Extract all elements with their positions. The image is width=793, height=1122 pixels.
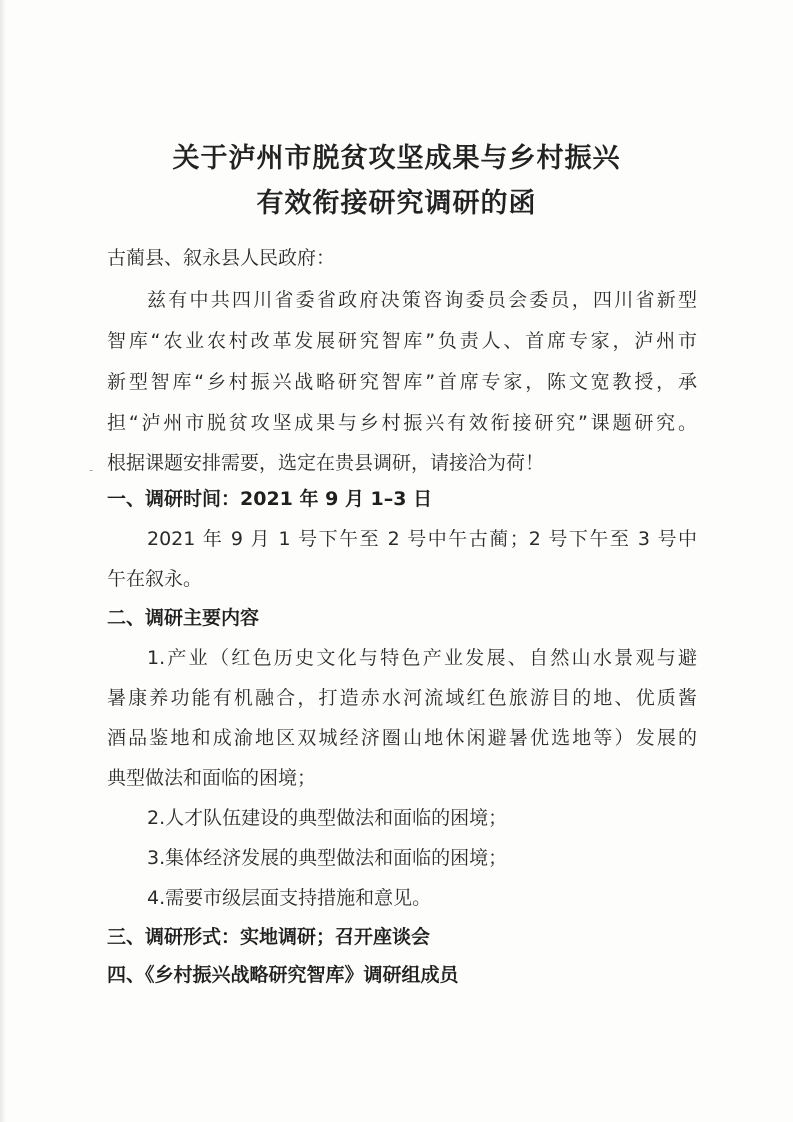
intro-line-3: 新型智库“乡村振兴战略研究智库”首席专家，陈文宽教授，承 (107, 371, 697, 393)
scan-mark: - (89, 463, 94, 477)
section1-heading: 一、调研时间：2021 年 9 月 1–3 日 (107, 488, 433, 510)
section4-heading: 四、《乡村振兴战略研究智库》调研组成员 (107, 964, 459, 986)
section1-body-line-1: 2021 年 9 月 1 号下午至 2 号中午古蔺；2 号下午至 3 号中 (147, 528, 697, 550)
section2-heading: 二、调研主要内容 (107, 607, 260, 629)
section2-item1-line-4: 典型做法和面临的困境； (107, 767, 317, 789)
section2-item4: 4.需要市级层面支持措施和意见。 (147, 887, 432, 909)
section2-item2: 2.人才队伍建设的典型做法和面临的困境； (147, 807, 508, 829)
section3-heading: 三、调研形式：实地调研；召开座谈会 (107, 926, 431, 948)
intro-line-2: 智库“农业农村改革发展研究智库”负责人、首席专家，泸州市 (107, 330, 697, 352)
intro-line-5: 根据课题安排需要，选定在贵县调研，请接洽为荷！ (107, 452, 545, 474)
section2-item1-line-3: 酒品鉴地和成渝地区双城经济圈山地休闲避暑优选地等）发展的 (107, 727, 697, 749)
intro-line-4: 担“泸州市脱贫攻坚成果与乡村振兴有效衔接研究”课题研究。 (107, 412, 697, 434)
document-title-line2: 有效衔接研究调研的函 (256, 188, 537, 219)
document-title-line1: 关于泸州市脱贫攻坚成果与乡村振兴 (172, 143, 621, 174)
section2-item1-line-1: 1.产业（红色历史文化与特色产业发展、自然山水景观与避 (147, 647, 697, 669)
section2-item3: 3.集体经济发展的典型做法和面临的困境； (147, 847, 508, 869)
intro-line-1: 兹有中共四川省委省政府决策咨询委员会委员，四川省新型 (147, 289, 697, 311)
section1-body-line-2: 午在叙永。 (107, 568, 203, 590)
recipient-line: 古蔺县、叙永县人民政府： (107, 247, 336, 269)
section2-item1-line-2: 暑康养功能有机融合，打造赤水河流域红色旅游目的地、优质酱 (107, 687, 697, 709)
